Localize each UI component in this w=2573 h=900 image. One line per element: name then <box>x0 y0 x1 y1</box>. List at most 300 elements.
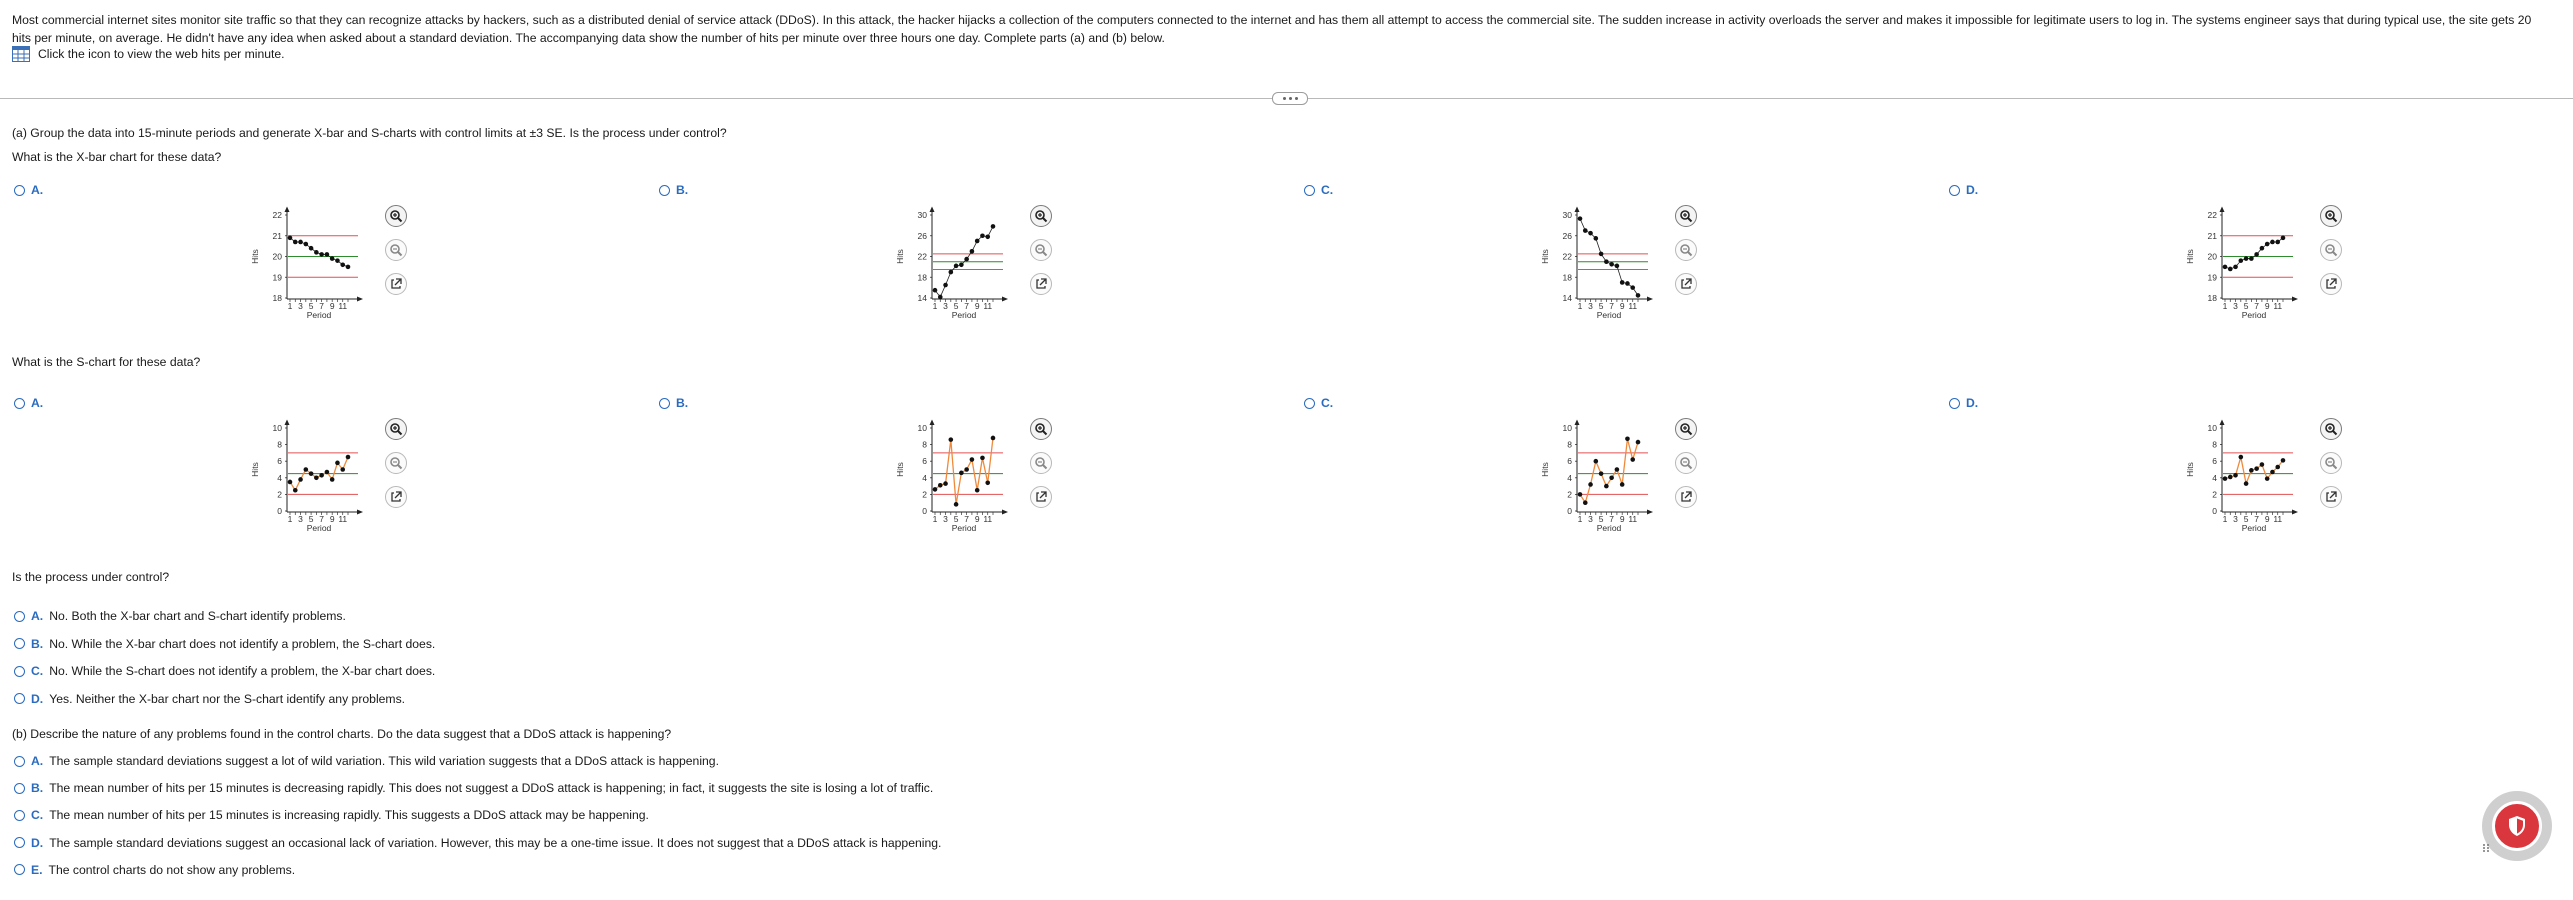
data-point <box>1604 259 1609 264</box>
xbar-question: What is the X-bar chart for these data? <box>12 150 222 164</box>
zoom-out-icon[interactable] <box>385 239 407 261</box>
data-point <box>933 288 938 293</box>
data-point <box>293 240 298 245</box>
data-point <box>954 502 959 507</box>
y-tick-label: 19 <box>2207 272 2217 283</box>
data-point <box>985 234 990 239</box>
radio-button[interactable] <box>14 756 25 767</box>
x-axis-arrow <box>1002 297 1008 302</box>
data-point <box>1609 262 1614 267</box>
option-letter: D. <box>31 691 44 706</box>
option-letter: B. <box>676 183 689 197</box>
x-tick-label: 5 <box>2243 514 2249 524</box>
x-axis-arrow <box>2292 297 2298 302</box>
y-axis-arrow <box>1575 207 1580 213</box>
zoom-in-icon[interactable] <box>385 418 407 440</box>
x-tick-label: 5 <box>308 301 314 311</box>
part-b-option-e[interactable] <box>14 863 295 877</box>
y-tick-label: 10 <box>917 423 927 433</box>
y-tick-label: 4 <box>2212 472 2217 483</box>
data-point <box>938 483 943 488</box>
data-point <box>293 488 298 493</box>
y-axis-arrow <box>2220 420 2225 426</box>
radio-button[interactable] <box>659 398 670 409</box>
xbar-option-a[interactable] <box>14 183 43 197</box>
y-tick-label: 20 <box>272 251 282 262</box>
open-new-window-icon[interactable] <box>385 273 407 295</box>
data-point <box>1583 228 1588 233</box>
xbar-c-chart <box>1535 205 1655 330</box>
part-b-option-c[interactable] <box>14 808 649 822</box>
data-point <box>1588 231 1593 236</box>
open-new-window-icon[interactable] <box>1675 273 1697 295</box>
radio-button[interactable] <box>14 783 25 794</box>
option-letter: C. <box>1321 396 1334 410</box>
y-tick-label: 2 <box>2212 489 2217 500</box>
x-tick-label: 3 <box>2233 301 2238 311</box>
data-point <box>2270 240 2275 245</box>
data-point <box>2265 242 2270 247</box>
xbar-option-c[interactable] <box>1304 183 1333 197</box>
data-point <box>980 456 985 461</box>
data-point <box>325 252 330 257</box>
x-tick-label: 1 <box>287 514 293 524</box>
xbar-a-chart <box>245 205 365 330</box>
radio-button[interactable] <box>14 185 25 196</box>
option-text: The control charts do not show any problems. <box>48 862 296 877</box>
y-tick-label: 26 <box>1562 230 1572 241</box>
option-text: No. While the X-bar chart does not identify a problem, the S-chart does. <box>49 636 436 651</box>
x-tick-label: 11 <box>338 514 348 524</box>
problem-statement: Most commercial internet sites monitor site traffic so that they can recognize attacks by hackers, such as a distributed denial of service attack (DDoS). In this attack, the hacker hijacks a collection of the computers connected to the internet and has them all attempt to access the commercial site. The sudden increase in activity overloads the server and makes it impossible for legitimate users to log in. The systems engineer says that during typical use, the site gets 20 hits per minute, on average. He didn't have any idea when asked about a standard deviation. The accompanying data show the number of hits per minute over three hours one day. Complete parts (a) and (b) below. <box>12 13 2532 45</box>
schart-option-b[interactable] <box>659 396 688 410</box>
data-point <box>1599 252 1604 257</box>
x-tick-label: 9 <box>329 301 335 311</box>
x-tick-label: 5 <box>953 301 959 311</box>
data-point <box>325 470 330 475</box>
data-point <box>1625 281 1630 286</box>
x-tick-label: 3 <box>298 301 303 311</box>
data-point <box>970 249 975 254</box>
option-letter: A. <box>31 183 44 197</box>
series-line <box>1580 439 1638 503</box>
y-axis-arrow <box>930 207 935 213</box>
control-option-c[interactable] <box>14 664 435 678</box>
data-point <box>330 256 335 261</box>
y-tick-label: 2 <box>922 489 927 500</box>
x-tick-label: 3 <box>1588 301 1593 311</box>
radio-button[interactable] <box>14 810 25 821</box>
x-tick-label: 9 <box>2264 514 2270 524</box>
data-point <box>2244 256 2249 261</box>
data-point <box>298 477 303 482</box>
y-tick-label: 22 <box>2207 210 2217 220</box>
s-question: What is the S-chart for these data? <box>12 355 201 369</box>
schart-c-chart <box>1535 418 1655 543</box>
data-point <box>330 477 335 482</box>
x-tick-label: 11 <box>983 301 993 311</box>
data-point <box>1594 459 1599 464</box>
data-point <box>2260 246 2265 251</box>
option-letter: D. <box>31 835 44 850</box>
data-point <box>340 263 345 268</box>
y-tick-label: 2 <box>277 489 282 500</box>
y-tick-label: 22 <box>1562 251 1572 262</box>
radio-button[interactable] <box>14 611 25 622</box>
y-tick-label: 22 <box>272 210 282 220</box>
y-tick-label: 0 <box>1567 506 1572 516</box>
x-tick-label: 5 <box>2243 301 2249 311</box>
x-axis-arrow <box>357 510 363 515</box>
y-tick-label: 18 <box>2207 293 2217 303</box>
option-letter: D. <box>1966 396 1979 410</box>
zoom-in-icon[interactable] <box>2320 205 2342 227</box>
open-new-window-icon[interactable] <box>1675 486 1697 508</box>
y-tick-label: 6 <box>2212 456 2217 467</box>
x-tick-label: 3 <box>943 514 948 524</box>
x-tick-label: 5 <box>1598 301 1604 311</box>
data-point <box>1636 440 1641 445</box>
data-table-link[interactable] <box>12 46 285 62</box>
x-tick-label: 7 <box>1609 301 1615 311</box>
data-point <box>309 471 314 476</box>
y-axis-arrow <box>285 420 290 426</box>
x-tick-label: 3 <box>298 514 303 524</box>
y-axis-label: Hits <box>895 249 905 264</box>
data-point <box>2275 240 2280 245</box>
x-axis-label: Period <box>1596 310 1622 320</box>
data-point <box>2260 462 2265 467</box>
data-point <box>943 481 948 486</box>
y-tick-label: 19 <box>272 272 282 283</box>
data-point <box>1604 484 1609 489</box>
xbar-option-d[interactable] <box>1949 183 1978 197</box>
zoom-in-icon[interactable] <box>1675 205 1697 227</box>
radio-button[interactable] <box>14 693 25 704</box>
x-tick-label: 7 <box>1609 514 1615 524</box>
data-point <box>1636 293 1641 298</box>
data-point <box>949 270 954 275</box>
radio-button[interactable] <box>1949 185 1960 196</box>
schart-option-a[interactable] <box>14 396 43 410</box>
data-point <box>1588 482 1593 487</box>
x-tick-label: 1 <box>1577 301 1583 311</box>
x-tick-label: 9 <box>1619 514 1625 524</box>
data-point <box>949 437 954 442</box>
x-tick-label: 7 <box>319 301 325 311</box>
option-letter: A. <box>31 754 44 768</box>
open-new-window-icon[interactable] <box>2320 273 2342 295</box>
option-letter: B. <box>31 781 44 796</box>
y-axis-label: Hits <box>2185 462 2195 477</box>
part-a-prompt: (a) Group the data into 15-minute periods and generate X-bar and S-charts with control limits at ±3 SE. Is the process under control? <box>12 126 727 140</box>
x-tick-label: 11 <box>338 301 348 311</box>
data-point <box>1615 264 1620 269</box>
part-b-option-b[interactable] <box>14 781 933 795</box>
data-point <box>298 240 303 245</box>
y-tick-label: 10 <box>272 423 282 433</box>
x-axis-label: Period <box>1596 523 1622 533</box>
x-axis-label: Period <box>951 310 977 320</box>
schart-a-chart <box>245 418 365 543</box>
schart-option-c[interactable] <box>1304 396 1333 410</box>
x-tick-label: 9 <box>974 514 980 524</box>
option-letter: C. <box>31 664 44 678</box>
x-tick-label: 1 <box>2222 301 2228 311</box>
y-tick-label: 0 <box>2212 506 2217 516</box>
data-point <box>959 263 964 268</box>
data-point <box>933 487 938 492</box>
zoom-out-icon[interactable] <box>1675 452 1697 474</box>
xbar-option-b[interactable] <box>659 183 688 197</box>
data-point <box>980 233 985 238</box>
data-point <box>2265 476 2270 481</box>
open-new-window-icon[interactable] <box>385 486 407 508</box>
x-tick-label: 11 <box>1628 301 1638 311</box>
y-tick-label: 18 <box>272 293 282 303</box>
radio-button[interactable] <box>14 398 25 409</box>
option-letter: E. <box>31 862 43 877</box>
data-point <box>304 467 309 472</box>
data-point <box>2281 236 2286 241</box>
x-tick-label: 1 <box>932 514 938 524</box>
series-line <box>2225 457 2283 484</box>
open-new-window-icon[interactable] <box>2320 486 2342 508</box>
expand-collapse-button[interactable] <box>1272 92 1308 105</box>
data-point <box>1615 467 1620 472</box>
y-tick-label: 21 <box>2207 230 2217 241</box>
data-point <box>2270 470 2275 475</box>
radio-button[interactable] <box>14 638 25 649</box>
data-point <box>314 250 319 255</box>
x-axis-arrow <box>1647 510 1653 515</box>
data-point <box>975 239 980 244</box>
data-point <box>1609 476 1614 481</box>
table-grid-icon[interactable] <box>12 46 30 62</box>
data-point <box>335 461 340 466</box>
y-axis-label: Hits <box>2185 249 2195 264</box>
y-tick-label: 6 <box>1567 456 1572 467</box>
option-letter: B. <box>676 396 689 410</box>
zoom-out-icon[interactable] <box>2320 239 2342 261</box>
x-axis-label: Period <box>306 310 332 320</box>
y-axis-arrow <box>285 207 290 213</box>
xbar-d-chart <box>2180 205 2300 330</box>
option-text: The mean number of hits per 15 minutes is increasing rapidly. This suggests a DDoS attack may be happening. <box>49 808 649 823</box>
y-axis-arrow <box>930 420 935 426</box>
y-tick-label: 0 <box>922 506 927 516</box>
data-point <box>319 252 324 257</box>
data-point <box>2249 256 2254 261</box>
data-point <box>991 436 996 441</box>
y-tick-label: 22 <box>917 251 927 262</box>
y-tick-label: 26 <box>917 230 927 241</box>
data-point <box>319 473 324 478</box>
x-axis-label: Period <box>306 523 332 533</box>
data-point <box>1583 500 1588 505</box>
data-point <box>991 224 996 229</box>
x-tick-label: 11 <box>1628 514 1638 524</box>
x-tick-label: 7 <box>2254 514 2260 524</box>
schart-b-chart <box>890 418 1010 543</box>
x-axis-arrow <box>1647 297 1653 302</box>
part-b-option-d[interactable] <box>14 836 941 850</box>
data-point <box>959 471 964 476</box>
option-text: The sample standard deviations suggest a lot of wild variation. This wild variation suggests that a DDoS attack is happening. <box>49 754 719 768</box>
zoom-in-icon[interactable] <box>1675 418 1697 440</box>
zoom-out-icon[interactable] <box>1030 452 1052 474</box>
data-point <box>1620 280 1625 285</box>
zoom-out-icon[interactable] <box>1675 239 1697 261</box>
y-tick-label: 30 <box>917 210 927 220</box>
data-point <box>1630 457 1635 462</box>
option-letter: C. <box>1321 183 1334 197</box>
x-tick-label: 3 <box>1588 514 1593 524</box>
data-point <box>2228 475 2233 480</box>
schart-d-chart <box>2180 418 2300 543</box>
y-tick-label: 20 <box>2207 251 2217 262</box>
y-tick-label: 14 <box>1562 293 1572 303</box>
y-tick-label: 18 <box>1562 272 1572 283</box>
x-tick-label: 1 <box>287 301 293 311</box>
y-tick-label: 4 <box>1567 472 1572 483</box>
radio-button[interactable] <box>1304 185 1315 196</box>
radio-button[interactable] <box>1949 398 1960 409</box>
radio-button[interactable] <box>14 837 25 848</box>
y-tick-label: 10 <box>2207 423 2217 433</box>
data-point <box>2254 252 2259 257</box>
y-tick-label: 0 <box>277 506 282 516</box>
zoom-out-icon[interactable] <box>2320 452 2342 474</box>
xbar-b-chart <box>890 205 1010 330</box>
data-point <box>1620 482 1625 487</box>
x-axis-arrow <box>2292 510 2298 515</box>
data-point <box>985 480 990 485</box>
y-tick-label: 8 <box>1567 439 1572 450</box>
y-axis-label: Hits <box>250 249 260 264</box>
y-tick-label: 4 <box>277 472 282 483</box>
schart-option-d[interactable] <box>1949 396 1978 410</box>
part-b-prompt: (b) Describe the nature of any problems found in the control charts. Do the data suggest that a DDoS attack is happening? <box>12 727 672 741</box>
y-axis-arrow <box>1575 420 1580 426</box>
zoom-out-icon[interactable] <box>1030 239 1052 261</box>
option-text: No. Both the X-bar chart and S-chart identify problems. <box>49 609 346 623</box>
y-tick-label: 2 <box>1567 489 1572 500</box>
y-tick-label: 8 <box>2212 439 2217 450</box>
data-point <box>309 246 314 251</box>
data-point <box>346 265 351 270</box>
data-point <box>2244 481 2249 486</box>
data-point <box>2239 455 2244 460</box>
data-point <box>943 283 948 288</box>
control-option-b[interactable] <box>14 637 435 651</box>
x-tick-label: 3 <box>2233 514 2238 524</box>
x-tick-label: 9 <box>1619 301 1625 311</box>
data-point <box>2233 265 2238 270</box>
y-tick-label: 4 <box>922 472 927 483</box>
data-point <box>954 264 959 269</box>
data-link-label: Click the icon to view the web hits per minute. <box>38 47 285 61</box>
y-axis-arrow <box>2220 207 2225 213</box>
x-axis-label: Period <box>2241 310 2267 320</box>
data-point <box>2275 465 2280 470</box>
x-axis-label: Period <box>951 523 977 533</box>
open-new-window-icon[interactable] <box>1030 273 1052 295</box>
data-point <box>1578 492 1583 497</box>
data-point <box>2223 476 2228 481</box>
data-point <box>1625 436 1630 441</box>
x-tick-label: 1 <box>2222 514 2228 524</box>
open-new-window-icon[interactable] <box>1030 486 1052 508</box>
x-tick-label: 7 <box>964 301 970 311</box>
data-point <box>288 480 293 485</box>
data-point <box>2254 466 2259 471</box>
x-tick-label: 5 <box>1598 514 1604 524</box>
data-point <box>938 295 943 300</box>
y-axis-label: Hits <box>895 462 905 477</box>
data-point <box>1630 285 1635 290</box>
data-point <box>2233 473 2238 478</box>
x-tick-label: 5 <box>308 514 314 524</box>
x-axis-label: Period <box>2241 523 2267 533</box>
option-letter: C. <box>31 808 44 823</box>
radio-button[interactable] <box>1304 398 1315 409</box>
x-tick-label: 11 <box>2273 514 2283 524</box>
zoom-out-icon[interactable] <box>385 452 407 474</box>
y-tick-label: 30 <box>1562 210 1572 220</box>
option-text: The mean number of hits per 15 minutes is decreasing rapidly. This does not suggest a DDoS attack is happening; in fact, it suggests the site is losing a lot of traffic. <box>49 781 934 796</box>
option-text: Yes. Neither the X-bar chart nor the S-chart identify any problems. <box>49 691 406 706</box>
zoom-in-icon[interactable] <box>385 205 407 227</box>
control-option-d[interactable] <box>14 692 405 706</box>
data-point <box>964 467 969 472</box>
data-point <box>288 236 293 241</box>
data-point <box>1578 216 1583 221</box>
part-b-option-a[interactable] <box>14 754 719 768</box>
data-point <box>970 457 975 462</box>
drag-handle-icon[interactable] <box>2482 842 2490 852</box>
data-point <box>304 242 309 247</box>
x-tick-label: 1 <box>932 301 938 311</box>
zoom-in-icon[interactable] <box>1030 205 1052 227</box>
control-question: Is the process under control? <box>12 570 170 584</box>
x-tick-label: 3 <box>943 301 948 311</box>
data-point <box>2239 258 2244 263</box>
y-tick-label: 8 <box>277 439 282 450</box>
data-point <box>1599 471 1604 476</box>
radio-button[interactable] <box>14 666 25 677</box>
help-button[interactable] <box>2482 791 2552 861</box>
zoom-in-icon[interactable] <box>1030 418 1052 440</box>
radio-button[interactable] <box>659 185 670 196</box>
control-option-a[interactable] <box>14 609 346 623</box>
y-tick-label: 6 <box>277 456 282 467</box>
option-letter: A. <box>31 609 44 623</box>
option-letter: D. <box>1966 183 1979 197</box>
y-axis-label: Hits <box>1540 249 1550 264</box>
data-point <box>964 257 969 262</box>
y-tick-label: 10 <box>1562 423 1572 433</box>
x-tick-label: 11 <box>983 514 993 524</box>
option-text: No. While the S-chart does not identify a problem, the X-bar chart does. <box>49 664 436 678</box>
shield-help-icon <box>2492 801 2542 851</box>
zoom-in-icon[interactable] <box>2320 418 2342 440</box>
radio-button[interactable] <box>14 864 25 875</box>
x-tick-label: 9 <box>2264 301 2270 311</box>
y-axis-label: Hits <box>1540 462 1550 477</box>
x-tick-label: 11 <box>2273 301 2283 311</box>
data-point <box>2281 458 2286 463</box>
